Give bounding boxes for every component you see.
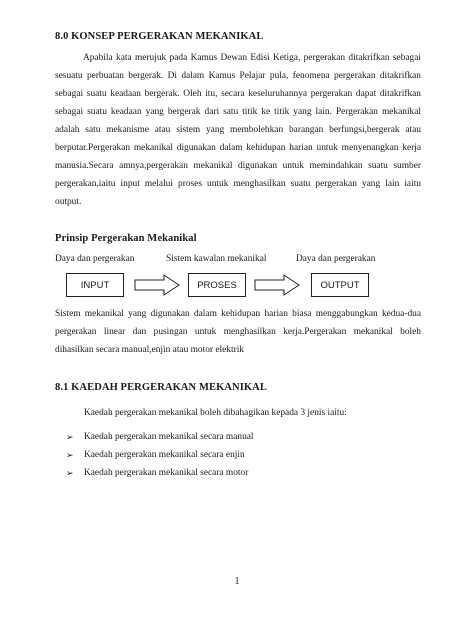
list-item-text: Kaedah pergerakan mekanikal secara motor [84,468,249,478]
section-heading-8-0: 8.0 KONSEP PERGERAKAN MEKANIKAL [55,31,264,42]
arrow-bullet-icon: ➢ [66,467,74,478]
mechanical-system-text: Sistem mekanikal yang digunakan dalam kehidupan harian biasa menggabungkan kedua-dua pergerakan linear dan pusingan untuk menghasilkan kerja.Pergerakan mekanikal boleh dihasilkan secara manual,enjin atau motor elektrik [55,309,421,355]
output-box: OUTPUT [311,273,369,297]
intro-paragraph [55,49,421,211]
arrow-bullet-icon: ➢ [66,431,74,442]
input-box: INPUT [66,273,124,297]
process-label: Sistem kawalan mekanikal [166,254,267,264]
methods-list [66,428,254,482]
list-item-text: Kaedah pergerakan mekanikal secara enjin [84,450,245,460]
input-label: Daya dan pergerakan [55,254,135,264]
process-box: PROSES [188,273,246,297]
principle-heading: Prinsip Pergerakan Mekanikal [55,233,197,244]
arrow-bullet-icon: ➢ [66,449,74,460]
methods-intro: Kaedah pergerakan mekanikal boleh dibahagikan kepada 3 jenis iaitu: [84,408,347,418]
list-item [66,446,254,464]
arrow-right-icon [254,274,300,296]
list-item-text: Kaedah pergerakan mekanikal secara manual [84,432,254,442]
arrow-right-icon [134,274,180,296]
intro-paragraph-text: Apabila kata merujuk pada Kamus Dewan Edisi Ketiga, pergerakan ditakrifkan sebagai sesuatu perbuatan bergerak. Di dalam Kamus Pelajar pula, fenomena pergerakan ditakrifkan sebagai suatu keadaan bergerak. Oleh itu, secara keseluruhannya pergerakan dapat ditakrifkan sebagai suatu keadaan yang bergerak dari satu titik ke titik yang lain. Pergerakan mekanikal adalah satu mekanisme atau sistem yang membolehkan barangan berfungsi,bergerak atau berputar.Pergerakan mekanikal digunakan dalam kehidupan harian untuk menyenangkan kerja manusia.Secara amnya,pergerakan mekanikal digunakan untuk memindahkan suatu sumber pergerakan,iaitu input melalui proses untuk menghasilkan suatu pergerakan yang lain iaitu output. [55,53,421,207]
page-number: 1 [234,576,240,587]
list-item [66,428,254,446]
list-item [66,464,254,482]
output-label: Daya dan pergerakan [296,254,376,264]
section-heading-8-1: 8.1 KAEDAH PERGERAKAN MEKANIKAL [55,382,267,393]
mechanical-system-paragraph [55,305,421,359]
